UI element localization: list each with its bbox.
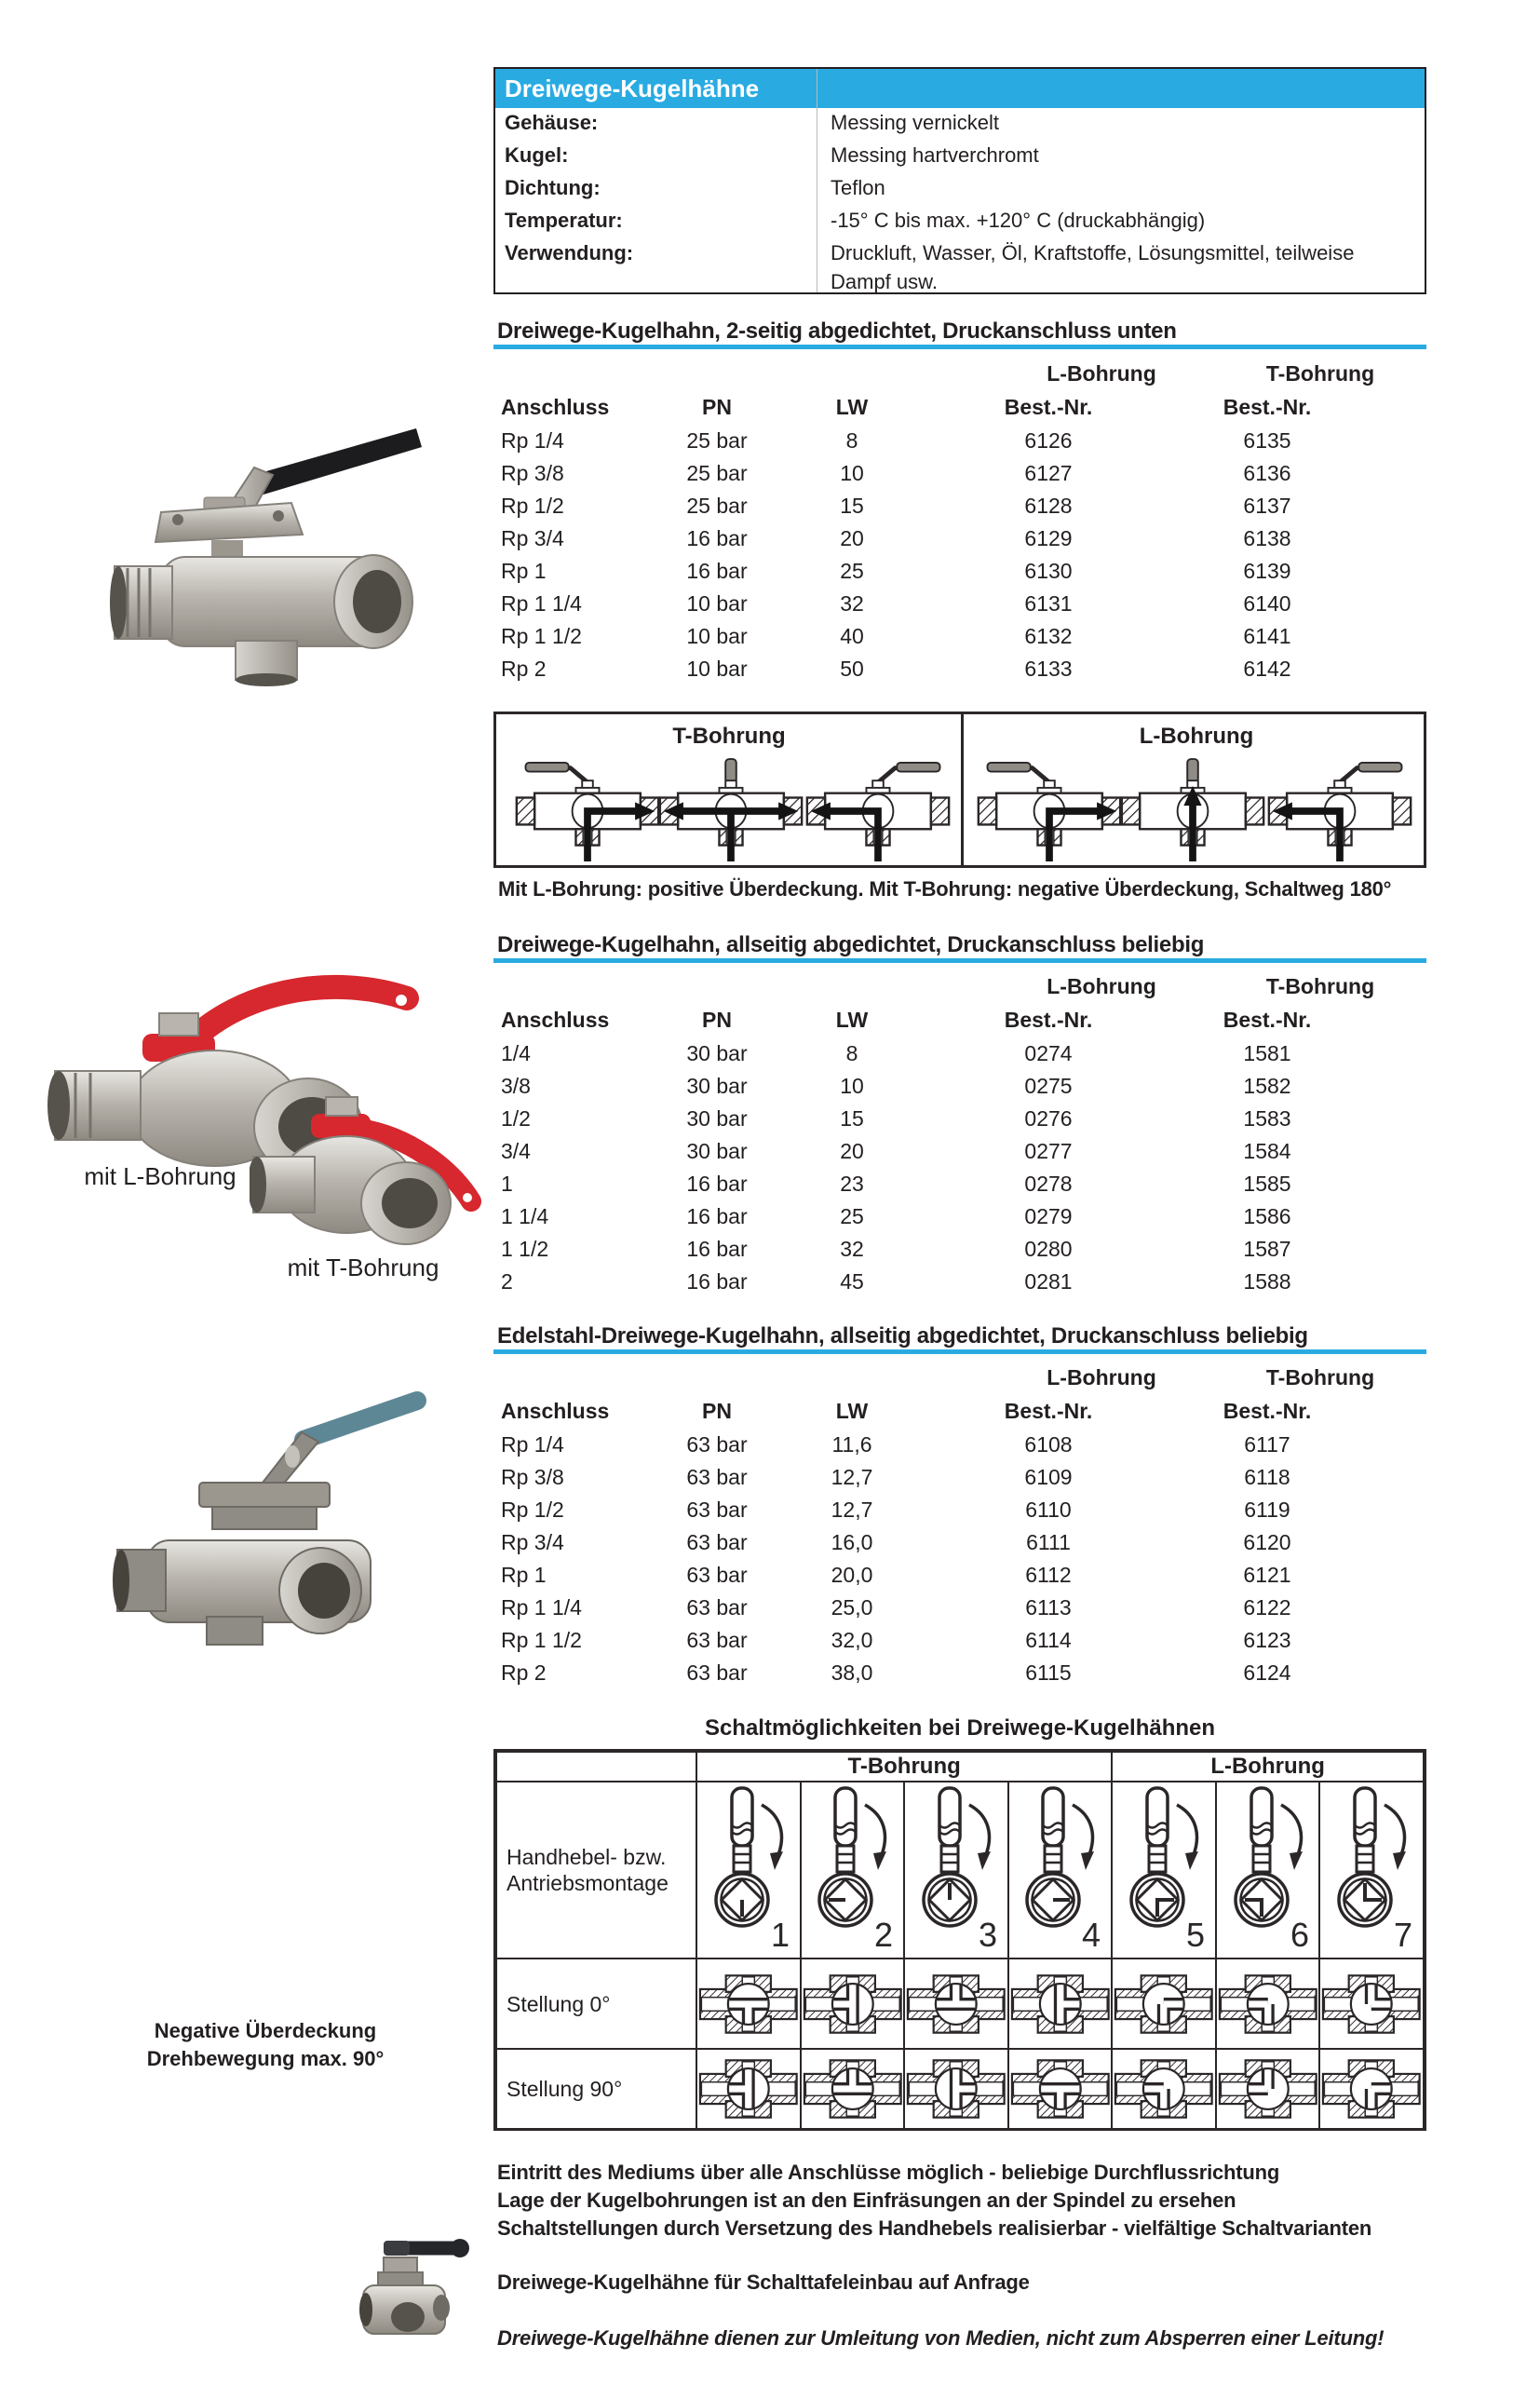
- table-row: [493, 1135, 1426, 1168]
- table-cell: 8: [845, 1041, 858, 1065]
- table-cell: Anschluss: [501, 395, 610, 419]
- table-cell: 25: [840, 1204, 864, 1228]
- table-cell: 6119: [1244, 1498, 1290, 1522]
- svg-text:4: 4: [1082, 1916, 1101, 1954]
- handle-diagram-1: [696, 1782, 801, 1959]
- table-cell: T-Bohrung: [1265, 361, 1375, 386]
- table-cell: 25: [840, 559, 864, 583]
- table-cell: 1586: [1243, 1204, 1291, 1228]
- table-cell: 1588: [1243, 1269, 1291, 1294]
- table-cell: Rp 1: [501, 559, 547, 583]
- stellung90-diagram-3: [904, 2049, 1008, 2129]
- table-cell: 16,0: [831, 1530, 873, 1554]
- table-cell: Anschluss: [501, 1399, 610, 1423]
- table-row: [493, 1233, 1426, 1266]
- table-cell: 6120: [1243, 1530, 1291, 1554]
- stellung0-diagram-3: [904, 1959, 1008, 2049]
- table-cell: 25 bar: [686, 494, 748, 518]
- spec-value: Messing hartverchromt: [831, 143, 1039, 167]
- table-cell: 1582: [1243, 1074, 1291, 1098]
- table-cell: 0278: [1024, 1172, 1073, 1196]
- table-cell: Anschluss: [501, 1008, 610, 1032]
- section2-title: Dreiwege-Kugelhahn, allseitig abgedichtet, Druckanschluss beliebig: [497, 932, 1205, 957]
- table-cell: 1584: [1243, 1139, 1291, 1163]
- table-cell: Rp 1/4: [501, 1432, 564, 1457]
- table-row: [493, 588, 1426, 620]
- schalt-group-l: L-Bohrung: [1112, 1752, 1424, 1782]
- handle-diagram-3: [904, 1782, 1008, 1959]
- table-cell: 16 bar: [686, 559, 748, 583]
- table-cell: Rp 1 1/2: [501, 624, 582, 648]
- footer-line2: Lage der Kugelbohrungen ist an den Einfräsungen an der Spindel zu ersehen: [497, 2189, 1236, 2212]
- schalt-row3-label: Stellung 90°: [496, 2049, 696, 2129]
- table-cell: 38,0: [831, 1660, 873, 1685]
- table-cell: 63 bar: [686, 1465, 748, 1489]
- table-cell: 63 bar: [686, 1595, 748, 1620]
- table-row: [493, 653, 1426, 685]
- table-cell: 6127: [1024, 461, 1073, 485]
- table-cell: 30 bar: [686, 1106, 748, 1131]
- schalt-corner-cell: [496, 1752, 696, 1782]
- table-row: [493, 1624, 1426, 1657]
- photo-label-l: mit L-Bohrung: [84, 1162, 236, 1190]
- table-row: [493, 457, 1426, 490]
- handle-diagram-7: [1319, 1782, 1424, 1959]
- side-note-line2: Drehbewegung max. 90°: [146, 2047, 385, 2070]
- table-cell: 16 bar: [686, 526, 748, 550]
- table-cell: 3/4: [501, 1139, 531, 1163]
- table-row: [493, 490, 1426, 522]
- side-note-line1: Negative Überdeckung: [154, 2019, 377, 2042]
- table-cell: Rp 3/4: [501, 1530, 564, 1554]
- stellung0-diagram-6: [1216, 1959, 1320, 2049]
- table-cell: 6111: [1026, 1530, 1071, 1554]
- table-cell: Rp 2: [501, 657, 547, 681]
- table-row: [493, 1168, 1426, 1200]
- footer-line3: Schaltstellungen durch Versetzung des Handhebels realisierbar - vielfältige Schaltvarianten: [497, 2216, 1372, 2240]
- table-cell: LW: [835, 1008, 869, 1032]
- table-cell: 10: [840, 1074, 864, 1098]
- table-cell: 63 bar: [686, 1628, 748, 1652]
- handle-diagram-2: [801, 1782, 905, 1959]
- table-row: [493, 1494, 1426, 1526]
- table-cell: 63 bar: [686, 1660, 748, 1685]
- table-cell: 20: [840, 526, 864, 550]
- svg-text:7: 7: [1394, 1916, 1413, 1954]
- table-cell: 30 bar: [686, 1041, 748, 1065]
- table-cell: 32,0: [831, 1628, 873, 1652]
- table-cell: Rp 1 1/4: [501, 591, 582, 616]
- footer-line4: Dreiwege-Kugelhähne für Schalttafeleinbau auf Anfrage: [497, 2270, 1030, 2294]
- table-cell: 63 bar: [686, 1432, 748, 1457]
- table-cell: 16 bar: [686, 1204, 748, 1228]
- teal-handle: [304, 1401, 417, 1440]
- table-cell: 30 bar: [686, 1074, 748, 1098]
- table-row: [493, 1592, 1426, 1624]
- table-cell: 1 1/4: [501, 1204, 549, 1228]
- table-cell: T-Bohrung: [1265, 1365, 1375, 1389]
- schalt-title: Schaltmöglichkeiten bei Dreiwege-Kugelhähnen: [704, 1715, 1216, 1741]
- table-row: [493, 1103, 1426, 1135]
- svg-text:6: 6: [1290, 1916, 1309, 1954]
- table-cell: 6139: [1243, 559, 1291, 583]
- mounting-flange: [199, 1483, 330, 1507]
- valve-photo-stainless: [110, 1380, 426, 1655]
- table-cell: 1/4: [501, 1041, 531, 1065]
- table-cell: 6112: [1025, 1563, 1072, 1587]
- table-cell: 11,6: [831, 1432, 872, 1457]
- schalt-group-t: T-Bohrung: [696, 1752, 1112, 1782]
- schalt-row1-label: [496, 1782, 696, 1959]
- table-cell: L-Bohrung: [1047, 974, 1156, 998]
- stellung0-diagram-4: [1008, 1959, 1113, 2049]
- mini-valve-t2: [656, 755, 805, 870]
- stellung90-diagram-7: [1319, 2049, 1424, 2129]
- table-cell: 6136: [1243, 461, 1291, 485]
- spec-value: -15° C bis max. +120° C (druckabhängig): [831, 209, 1206, 232]
- diagram-t-title: T-Bohrung: [672, 724, 786, 749]
- table-row: [493, 1559, 1426, 1592]
- table-cell: 1: [501, 1172, 513, 1196]
- table-cell: 6109: [1024, 1465, 1073, 1489]
- table-cell: 8: [845, 428, 858, 453]
- row1-label-line1: Handhebel- bzw.: [507, 1845, 667, 1869]
- mini-valve-t1: [513, 755, 662, 870]
- spec-label: Dichtung:: [505, 176, 601, 199]
- table-cell: 12,7: [831, 1498, 873, 1522]
- table-cell: 6114: [1025, 1628, 1072, 1652]
- table-cell: 0280: [1024, 1237, 1073, 1261]
- table-row: [493, 1200, 1426, 1233]
- handle-diagram-4: [1008, 1782, 1113, 1959]
- table-cell: Best.-Nr.: [1004, 395, 1093, 419]
- table-cell: 32: [840, 591, 864, 616]
- table-cell: Rp 1/4: [501, 428, 564, 453]
- table-row: [493, 1266, 1426, 1298]
- table-cell: 6108: [1024, 1432, 1073, 1457]
- table-row: [493, 1037, 1426, 1070]
- table-cell: 1/2: [501, 1106, 531, 1131]
- diagram-l-title: L-Bohrung: [1139, 724, 1254, 749]
- table-row: [493, 1657, 1426, 1689]
- table-cell: 6121: [1243, 1563, 1291, 1587]
- spec-value: Messing vernickelt: [831, 111, 999, 134]
- stellung0-diagram-5: [1112, 1959, 1216, 2049]
- svg-text:3: 3: [978, 1916, 997, 1954]
- table-cell: L-Bohrung: [1047, 1365, 1156, 1389]
- table-row: [493, 970, 1426, 1003]
- stellung90-diagram-1: [696, 2049, 801, 2129]
- table-cell: 6142: [1243, 657, 1291, 681]
- stellung90-diagram-5: [1112, 2049, 1216, 2129]
- table-cell: 50: [840, 657, 864, 681]
- table-cell: L-Bohrung: [1047, 361, 1156, 386]
- table-cell: 63 bar: [686, 1563, 748, 1587]
- table-cell: 0275: [1024, 1074, 1073, 1098]
- table-cell: Rp 3/8: [501, 461, 564, 485]
- footer-line5: Dreiwege-Kugelhähne dienen zur Umleitung von Medien, nicht zum Absperren einer Leitung!: [497, 2326, 1385, 2350]
- mini-valve-t3: [804, 755, 952, 870]
- table-cell: Rp 1 1/4: [501, 1595, 582, 1620]
- stellung0-diagram-7: [1319, 1959, 1424, 2049]
- bore-diagram-box: [493, 712, 1426, 868]
- table-cell: Rp 3/4: [501, 526, 564, 550]
- table-cell: PN: [702, 1399, 732, 1423]
- table-cell: Best.-Nr.: [1004, 1399, 1093, 1423]
- table-row: [493, 555, 1426, 588]
- table-row: [493, 1461, 1426, 1494]
- table-cell: 6124: [1243, 1660, 1291, 1685]
- table-cell: 6113: [1025, 1595, 1072, 1620]
- table-row: [493, 1429, 1426, 1461]
- side-note: [65, 2017, 466, 2073]
- photo-label-t: mit T-Bohrung: [287, 1254, 439, 1281]
- table-cell: Rp 1 1/2: [501, 1628, 582, 1652]
- table-cell: 1587: [1243, 1237, 1291, 1261]
- table-cell: LW: [835, 395, 869, 419]
- table-cell: 2: [501, 1269, 513, 1294]
- schalt-row2-label: Stellung 0°: [496, 1959, 696, 2049]
- table-cell: 0279: [1024, 1204, 1073, 1228]
- svg-text:2: 2: [874, 1916, 894, 1954]
- table-cell: 6141: [1243, 624, 1291, 648]
- handle-diagram-6: [1216, 1782, 1320, 1959]
- table-cell: Rp 1/2: [501, 1498, 564, 1522]
- table-cell: Rp 3/8: [501, 1465, 564, 1489]
- table-cell: 10: [840, 461, 864, 485]
- table-cell: 10 bar: [686, 591, 748, 616]
- table-cell: T-Bohrung: [1265, 974, 1375, 998]
- table-row: [493, 391, 1426, 424]
- table-cell: 16 bar: [686, 1269, 748, 1294]
- table-cell: Best.-Nr.: [1223, 1399, 1312, 1423]
- table-cell: 6128: [1024, 494, 1073, 518]
- mini-valve-l1: [975, 755, 1124, 870]
- table-cell: PN: [702, 395, 732, 419]
- spec-value: Teflon: [831, 176, 885, 199]
- table-cell: 1583: [1243, 1106, 1291, 1131]
- section3-title: Edelstahl-Dreiwege-Kugelhahn, allseitig abgedichtet, Druckanschluss beliebig: [497, 1323, 1308, 1349]
- table-row: [493, 1004, 1426, 1037]
- footer-line1: Eintritt des Mediums über alle Anschlüsse möglich - beliebige Durchflussrichtung: [497, 2161, 1280, 2184]
- section1-rule: [493, 345, 1426, 349]
- table-cell: 6118: [1244, 1465, 1290, 1489]
- table-cell: 15: [840, 1106, 864, 1131]
- table-cell: Best.-Nr.: [1004, 1008, 1093, 1032]
- table-cell: 30 bar: [686, 1139, 748, 1163]
- svg-text:1: 1: [770, 1916, 790, 1954]
- diagram-divider: [961, 714, 964, 865]
- section2-rule: [493, 958, 1426, 963]
- table-cell: 1581: [1243, 1041, 1291, 1065]
- schalt-table: [493, 1749, 1426, 2131]
- svg-text:5: 5: [1186, 1916, 1206, 1954]
- table-cell: 25 bar: [686, 428, 748, 453]
- table-cell: 6122: [1243, 1595, 1291, 1620]
- table-cell: Rp 1: [501, 1563, 547, 1587]
- table-cell: 6140: [1243, 591, 1291, 616]
- table-cell: 3/8: [501, 1074, 531, 1098]
- table-cell: Best.-Nr.: [1223, 395, 1312, 419]
- table-row: [493, 1070, 1426, 1103]
- black-lever-grip: [247, 428, 422, 497]
- table-cell: 15: [840, 494, 864, 518]
- table-cell: Rp 2: [501, 1660, 547, 1685]
- handle-diagram-5: [1112, 1782, 1216, 1959]
- table-cell: 63 bar: [686, 1530, 748, 1554]
- table-cell: 6129: [1024, 526, 1073, 550]
- table-cell: 6138: [1243, 526, 1291, 550]
- table-cell: 12,7: [831, 1465, 873, 1489]
- table-cell: 40: [840, 624, 864, 648]
- table-cell: 10 bar: [686, 624, 748, 648]
- mini-valve-l3: [1265, 755, 1414, 870]
- table-cell: 10 bar: [686, 657, 748, 681]
- spec-label: Verwendung:: [505, 241, 634, 264]
- table-cell: Rp 1/2: [501, 494, 564, 518]
- table-cell: Best.-Nr.: [1223, 1008, 1312, 1032]
- table-cell: 1585: [1243, 1172, 1291, 1196]
- valve-photo-red-t: [250, 1071, 482, 1273]
- bore-note: Mit L-Bohrung: positive Überdeckung. Mit T-Bohrung: negative Überdeckung, Schaltweg 180°: [498, 877, 1392, 901]
- valve-photo-small: [335, 2224, 475, 2348]
- table-cell: 20,0: [831, 1563, 873, 1587]
- table-cell: 6117: [1244, 1432, 1290, 1457]
- stellung0-diagram-1: [696, 1959, 801, 2049]
- table-cell: 0276: [1024, 1106, 1073, 1131]
- spec-table: [493, 67, 1426, 294]
- footer-notes: [497, 2159, 1371, 2243]
- table-cell: 25 bar: [686, 461, 748, 485]
- table-row: [493, 425, 1426, 457]
- table-cell: 0277: [1024, 1139, 1073, 1163]
- valve-photo-nickel: [107, 412, 475, 691]
- table-cell: 16 bar: [686, 1237, 748, 1261]
- table-cell: 25,0: [831, 1595, 873, 1620]
- table-cell: 6131: [1024, 591, 1073, 616]
- spec-table-title: Dreiwege-Kugelhähne: [495, 69, 1425, 108]
- table-cell: 6135: [1243, 428, 1291, 453]
- table-row: [493, 358, 1426, 390]
- table-cell: 20: [840, 1139, 864, 1163]
- stellung90-diagram-6: [1216, 2049, 1320, 2129]
- table-row: [493, 1526, 1426, 1559]
- spec-label: Gehäuse:: [505, 111, 599, 134]
- spec-value: Druckluft, Wasser, Öl, Kraftstoffe, Lösungsmittel, teilweise Dampf usw.: [831, 241, 1355, 293]
- table-cell: 45: [840, 1269, 864, 1294]
- table-cell: 23: [840, 1172, 864, 1196]
- table-cell: 6115: [1025, 1660, 1072, 1685]
- table-row: [493, 620, 1426, 653]
- table-cell: 1 1/2: [501, 1237, 549, 1261]
- spec-label: Temperatur:: [505, 209, 623, 232]
- section3-rule: [493, 1349, 1426, 1354]
- table-cell: 6110: [1025, 1498, 1072, 1522]
- table-row: [493, 1362, 1426, 1394]
- table-cell: 32: [840, 1237, 864, 1261]
- mini-valve-l2: [1118, 755, 1267, 870]
- stellung90-diagram-2: [801, 2049, 905, 2129]
- spec-label: Kugel:: [505, 143, 569, 167]
- table-row: [493, 1395, 1426, 1428]
- table-cell: 0281: [1024, 1269, 1073, 1294]
- row1-label-line2: Antriebsmontage: [507, 1871, 669, 1895]
- table-cell: 6137: [1243, 494, 1291, 518]
- table-cell: 6132: [1024, 624, 1073, 648]
- table-cell: 6123: [1243, 1628, 1291, 1652]
- table-row: [493, 522, 1426, 555]
- stellung90-diagram-4: [1008, 2049, 1113, 2129]
- stellung0-diagram-2: [801, 1959, 905, 2049]
- table-cell: LW: [835, 1399, 869, 1423]
- table-cell: 16 bar: [686, 1172, 748, 1196]
- table-cell: 0274: [1024, 1041, 1073, 1065]
- table-cell: 6130: [1024, 559, 1073, 583]
- table-cell: 6126: [1024, 428, 1073, 453]
- table-cell: 63 bar: [686, 1498, 748, 1522]
- section1-title: Dreiwege-Kugelhahn, 2-seitig abgedichtet, Druckanschluss unten: [497, 319, 1177, 344]
- table-cell: 6133: [1024, 657, 1073, 681]
- table-cell: PN: [702, 1008, 732, 1032]
